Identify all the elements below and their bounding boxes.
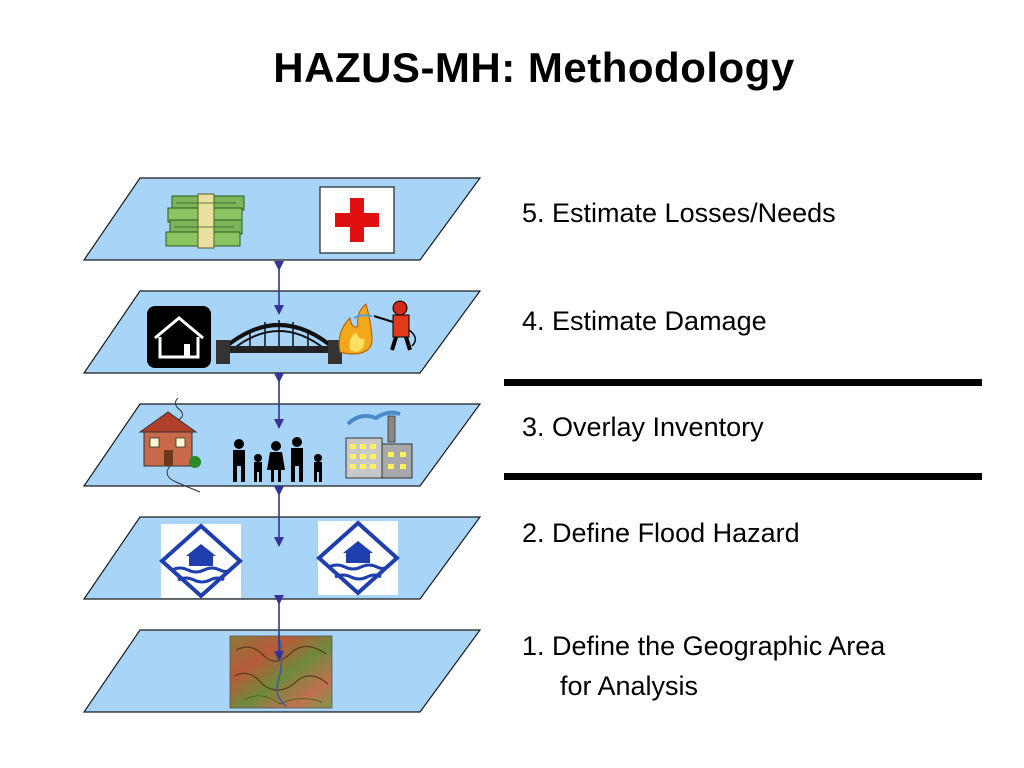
- divider-top: [504, 379, 982, 386]
- slide-title: HAZUS-MH: Methodology: [273, 44, 795, 91]
- step-1-line-2: for Analysis: [560, 671, 699, 701]
- step-4-label: 4. Estimate Damage: [522, 306, 767, 336]
- step-1-line-1: 1. Define the Geographic Area: [522, 631, 886, 661]
- terrain-map-icon: [230, 636, 332, 708]
- step-2-label: 2. Define Flood Hazard: [522, 518, 800, 548]
- flood-warning-icon: [161, 524, 241, 598]
- money-stack-icon: [166, 194, 244, 248]
- house-icon: [147, 306, 211, 368]
- step-1-label: [522, 626, 885, 706]
- red-cross-icon: [320, 187, 394, 253]
- layer-5-plane: [84, 178, 480, 260]
- layer-3-plane: [84, 404, 480, 486]
- layer-2-plane: [84, 517, 480, 599]
- step-5-label: 5. Estimate Losses/Needs: [522, 198, 836, 228]
- flood-warning-icon: [318, 521, 398, 595]
- divider-bottom: [504, 473, 982, 480]
- step-3-label: 3. Overlay Inventory: [522, 412, 764, 442]
